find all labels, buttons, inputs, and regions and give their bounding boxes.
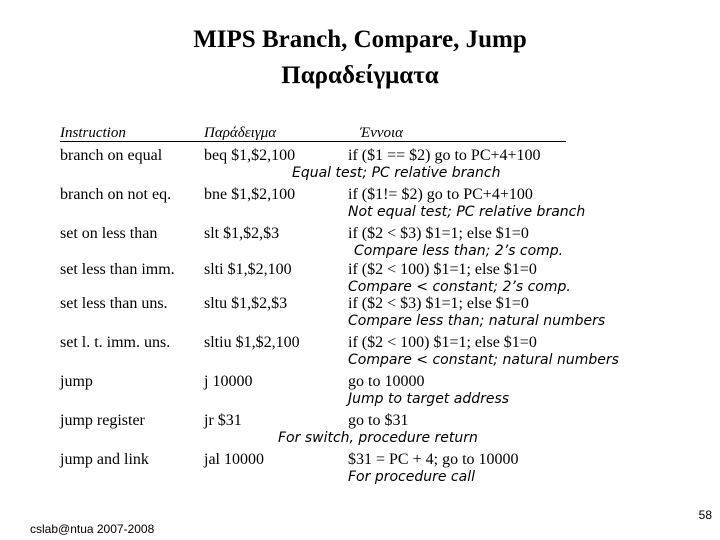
row-example: slti $1,$2,100 (204, 261, 292, 278)
footer-credit: cslab@ntua 2007-2008 (30, 522, 155, 536)
row-note: Equal test; PC relative branch (292, 165, 501, 181)
slide-subtitle: Παραδείγματα (281, 62, 439, 89)
row-instruction: jump and link (60, 451, 149, 468)
row-instruction: set on less than (60, 225, 158, 242)
row-meaning: if ($2 < 100) $1=1; else $1=0 (348, 261, 537, 278)
row-note: Compare < constant; natural numbers (348, 352, 619, 368)
row-example: sltu $1,$2,$3 (204, 295, 288, 312)
row-instruction: jump (60, 373, 93, 390)
row-example: sltiu $1,$2,100 (204, 334, 300, 351)
row-meaning: go to $31 (348, 412, 409, 429)
page-number: 58 (698, 508, 712, 522)
row-instruction: set less than uns. (60, 295, 168, 312)
row-note: Not equal test; PC relative branch (348, 204, 586, 220)
row-instruction: branch on equal (60, 147, 163, 164)
row-instruction: set less than imm. (60, 261, 175, 278)
row-example: jal 10000 (204, 451, 264, 468)
row-instruction: branch on not eq. (60, 186, 172, 203)
row-instruction: set l. t. imm. uns. (60, 334, 171, 351)
row-meaning: if ($2 < $3) $1=1; else $1=0 (348, 225, 529, 242)
row-example: j 10000 (204, 373, 253, 390)
row-note: Jump to target address (348, 391, 510, 407)
row-note: Compare less than; 2’s comp. (354, 243, 564, 259)
row-meaning: if ($1 == $2) go to PC+4+100 (348, 147, 541, 164)
row-note: Compare < constant; 2’s comp. (348, 279, 571, 295)
row-example: jr $31 (204, 412, 242, 429)
row-note: For procedure call (348, 469, 475, 485)
row-meaning: if ($2 < $3) $1=1; else $1=0 (348, 295, 529, 312)
row-example: bne $1,$2,100 (204, 186, 296, 203)
row-note: For switch, procedure return (278, 430, 478, 446)
row-meaning: go to 10000 (348, 373, 425, 390)
row-meaning: $31 = PC + 4; go to 10000 (348, 451, 519, 468)
header-meaning: Έννοια (360, 125, 404, 141)
row-example: beq $1,$2,100 (204, 147, 296, 164)
row-meaning: if ($2 < 100) $1=1; else $1=0 (348, 334, 537, 351)
row-note: Compare less than; natural numbers (348, 313, 606, 329)
header-instruction: Instruction (60, 125, 126, 141)
header-example: Παράδειγμα (204, 125, 277, 141)
slide-title: MIPS Branch, Compare, Jump (193, 26, 527, 53)
row-meaning: if ($1!= $2) go to PC+4+100 (348, 186, 533, 203)
row-example: slt $1,$2,$3 (204, 225, 280, 242)
header-underline (60, 141, 566, 142)
row-instruction: jump register (60, 412, 145, 429)
